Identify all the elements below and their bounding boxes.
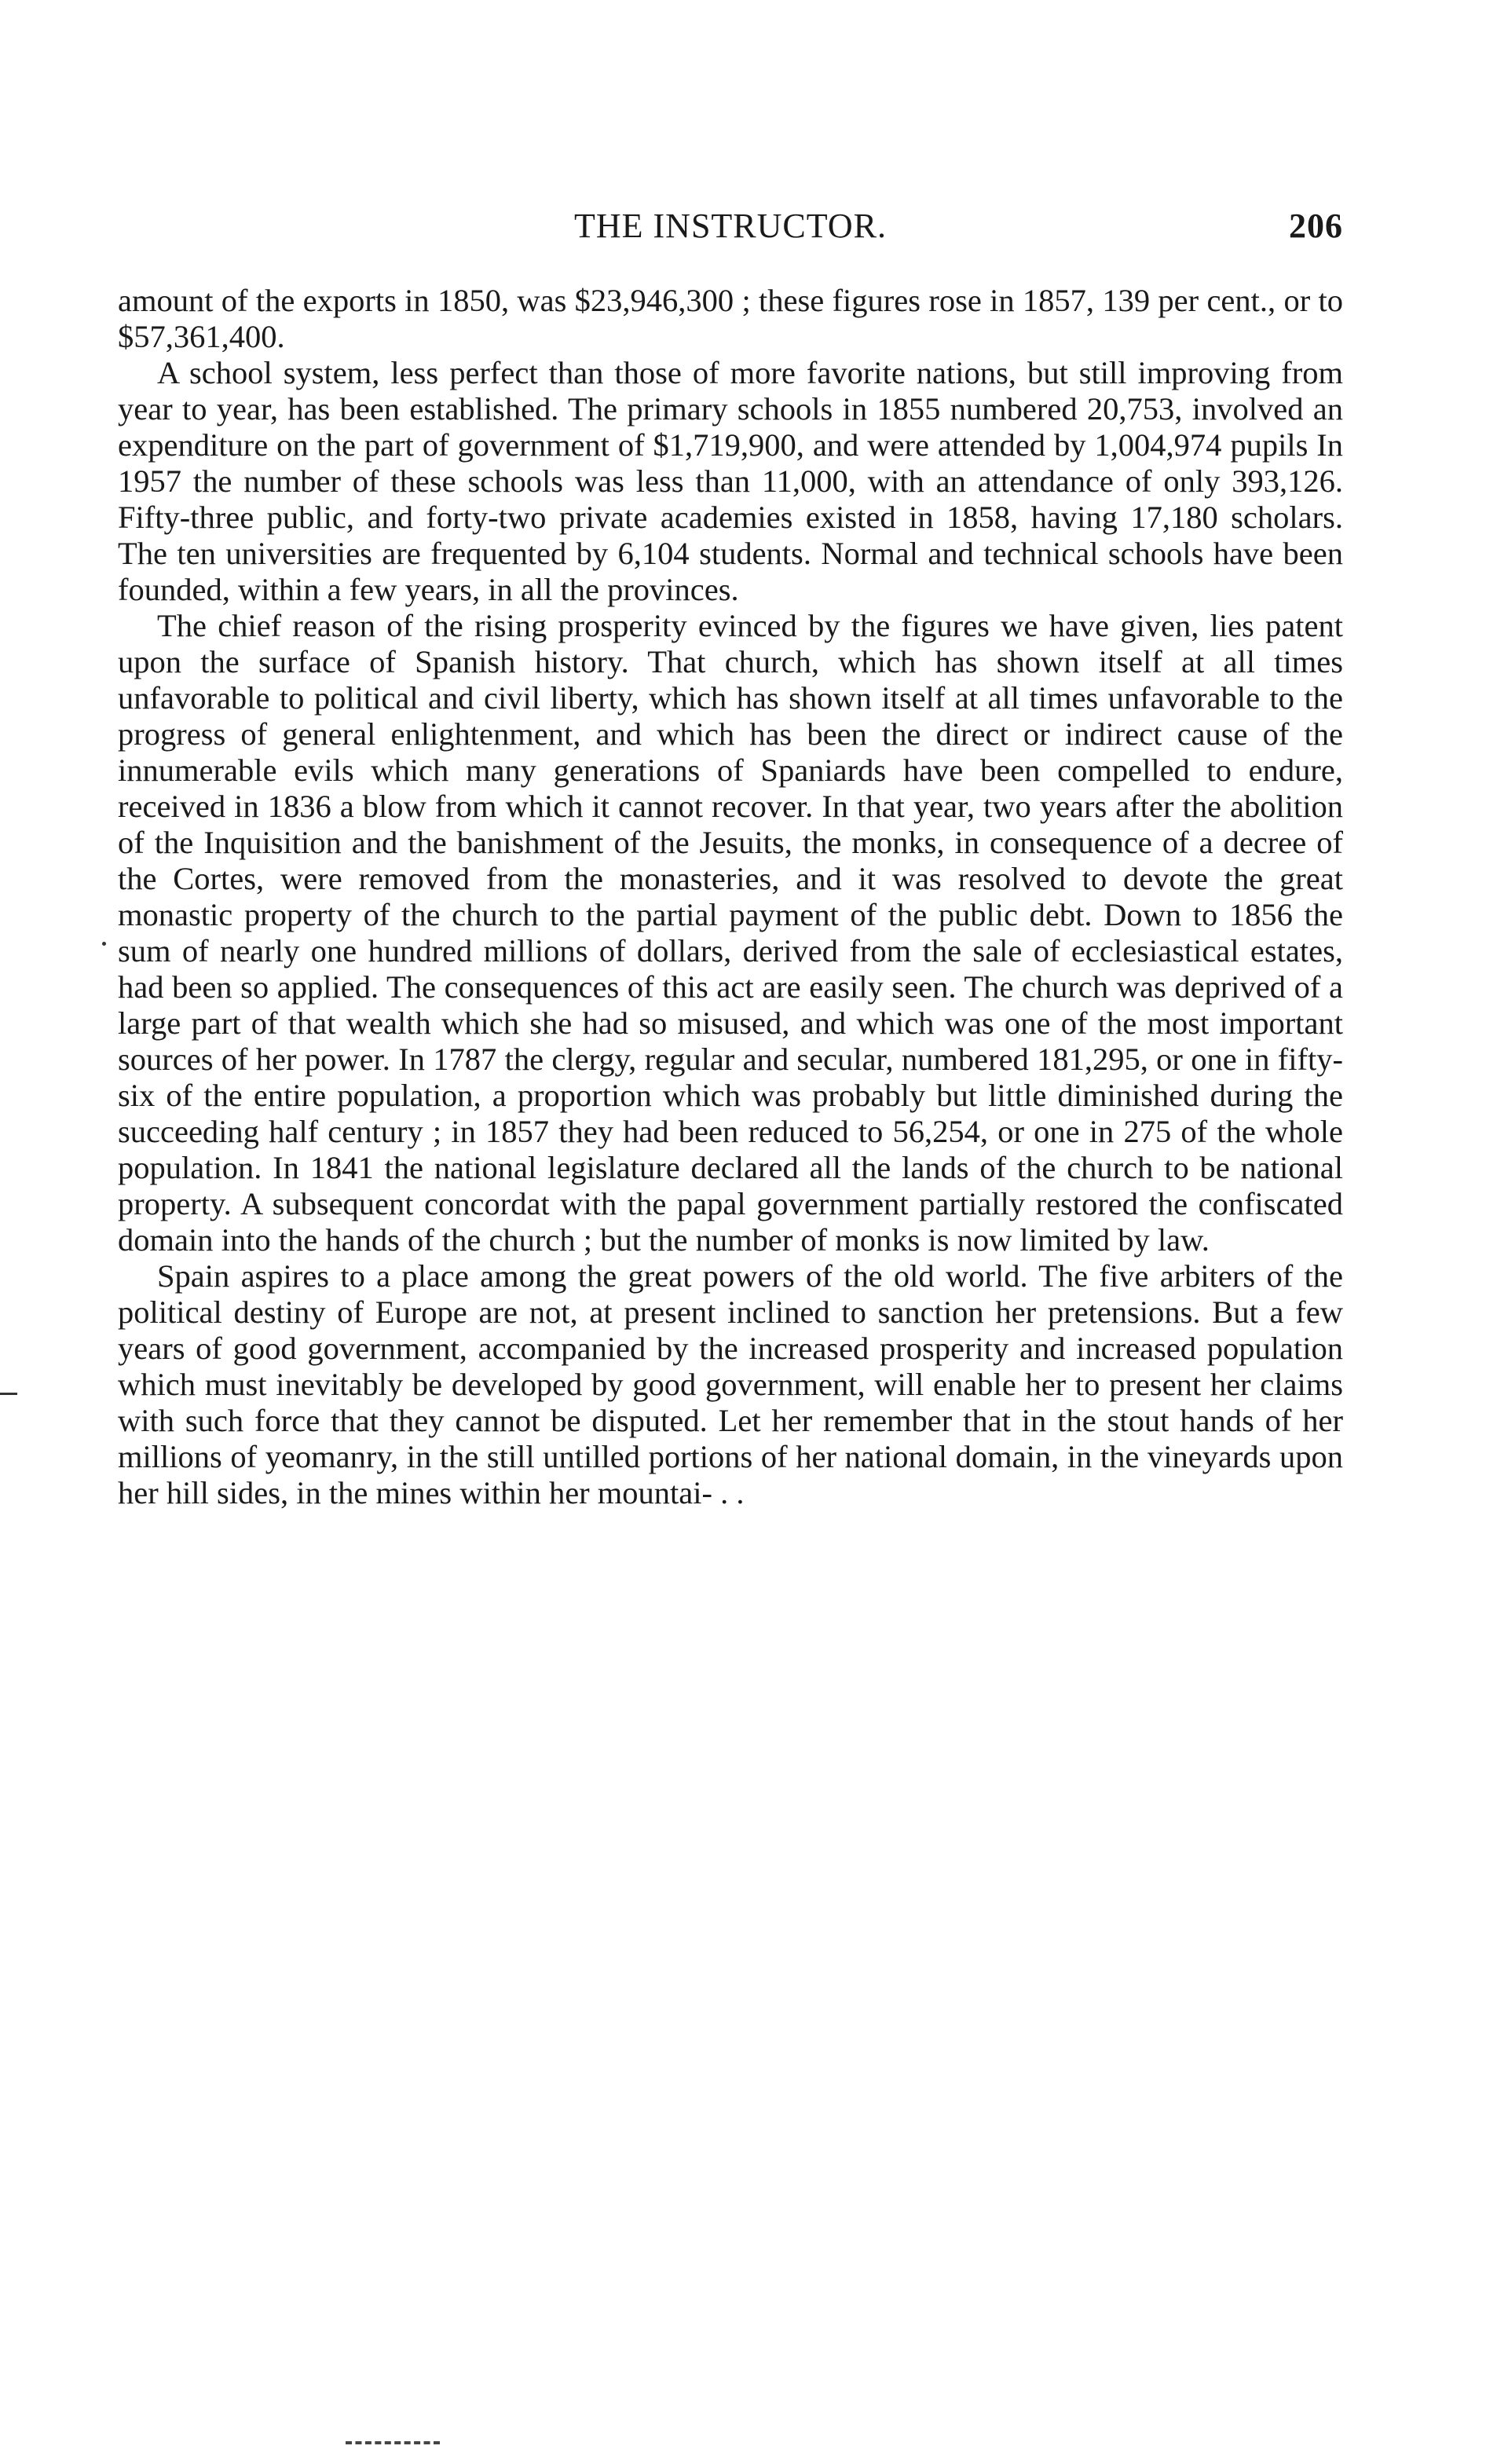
body-text <box>118 283 1343 1511</box>
running-head <box>118 206 1343 253</box>
margin-tick-left <box>0 1393 17 1395</box>
paragraph-continuation: amount of the exports in 1850, was $23,946,300 ; these figures rose in 1857, 139 per cent., or to $57,361,400. <box>118 283 1343 354</box>
page-number: 206 <box>1289 207 1343 245</box>
running-title: THE INSTRUCTOR. <box>574 207 887 245</box>
margin-tick-small <box>102 942 106 946</box>
paragraph-church-prosperity: The chief reason of the rising prosperity evinced by the figures we have given, lies patent upon the surface of Spanish history. That church, which has shown itself at all times unfavorable to political and civil liberty, which has shown itself at all times unfavorable to the progress of general enlightenment, and which has been the direct or indirect cause of the innumerable evils which many generations of Spaniards have been compelled to endure, received in 1836 a blow from which it cannot recover. In that year, two years after the abolition of the Inquisition and the banishment of the Jesuits, the monks, in consequence of a decree of the Cortes, were removed from the monasteries, and it was resolved to devote the great monastic property of the church to the partial payment of the public debt. Down to 1856 the sum of nearly one hundred millions of dollars, derived from the sale of ecclesiastical estates, had been so applied. The consequences of this act are easily seen. The church was deprived of a large part of that wealth which she had so misused, and which was one of the most important sources of her power. In 1787 the clergy, regular and secular, numbered 181,295, or one in fifty-six of the entire population, a proportion which was probably but little diminished during the succeeding half century ; in 1857 they had been reduced to 56,254, or one in 275 of the whole population. In 1841 the national legislature declared all the lands of the church to be national property. A subsequent concordat with the papal government partially restored the confiscated domain into the hands of the church ; but the number of monks is now limited by law. <box>118 608 1343 1258</box>
footer-mark <box>346 2441 440 2449</box>
paragraph-great-powers: Spain aspires to a place among the great powers of the old world. The five arbiters of the political destiny of Europe are not, at present inclined to sanction her pretensions. But a few years of good government, accompanied by the increased prosperity and increased population which must inevitably be developed by good government, will enable her to present her claims with such force that they cannot be disputed. Let her remember that in the stout hands of her millions of yeomanry, in the still untilled portions of her national domain, in the vineyards upon her hill sides, in the mines within her mountai- . . <box>118 1258 1343 1510</box>
paragraph-school-system: A school system, less perfect than those of more favorite nations, but still improving from year to year, has been established. The primary schools in 1855 numbered 20,753, involved an expenditure on the part of government of $1,719,900, and were attended by 1,004,974 pupils In 1957 the number of these schools was less than 11,000, with an attendance of only 393,126. Fifty-three public, and forty-two private academies existed in 1858, having 17,180 scholars. The ten universities are frequented by 6,104 students. Normal and technical schools have been founded, within a few years, in all the provinces. <box>118 355 1343 607</box>
